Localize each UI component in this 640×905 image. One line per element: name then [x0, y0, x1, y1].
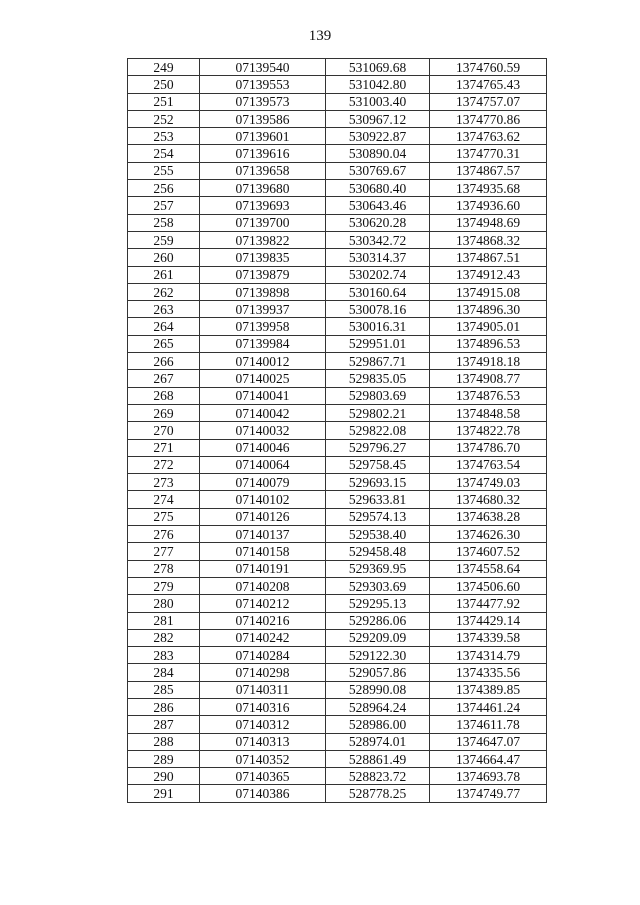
code-cell: 07139937 — [200, 301, 326, 318]
x-coordinate-cell: 529369.95 — [326, 560, 430, 577]
x-coordinate-cell: 529458.48 — [326, 543, 430, 560]
table-row — [128, 526, 547, 543]
point-number-cell: 261 — [128, 266, 200, 283]
table-row — [128, 76, 547, 93]
x-coordinate-cell: 528990.08 — [326, 681, 430, 698]
x-coordinate-cell: 529303.69 — [326, 577, 430, 594]
x-coordinate-cell: 530922.87 — [326, 128, 430, 145]
code-cell: 07140137 — [200, 526, 326, 543]
x-coordinate-cell: 530769.67 — [326, 162, 430, 179]
table-row — [128, 439, 547, 456]
point-number-cell: 270 — [128, 422, 200, 439]
x-coordinate-cell: 530680.40 — [326, 180, 430, 197]
code-cell: 07140079 — [200, 474, 326, 491]
x-coordinate-cell: 528861.49 — [326, 750, 430, 767]
table-row — [128, 301, 547, 318]
point-number-cell: 283 — [128, 647, 200, 664]
y-coordinate-cell: 1374607.52 — [430, 543, 547, 560]
table-row — [128, 698, 547, 715]
y-coordinate-cell: 1374611.78 — [430, 716, 547, 733]
y-coordinate-cell: 1374786.70 — [430, 439, 547, 456]
point-number-cell: 273 — [128, 474, 200, 491]
code-cell: 07139700 — [200, 214, 326, 231]
point-number-cell: 289 — [128, 750, 200, 767]
table-row — [128, 128, 547, 145]
y-coordinate-cell: 1374760.59 — [430, 59, 547, 76]
table-row — [128, 543, 547, 560]
table-row — [128, 318, 547, 335]
table-row — [128, 404, 547, 421]
y-coordinate-cell: 1374647.07 — [430, 733, 547, 750]
point-number-cell: 275 — [128, 508, 200, 525]
code-cell: 07140041 — [200, 387, 326, 404]
code-cell: 07140216 — [200, 612, 326, 629]
x-coordinate-cell: 529538.40 — [326, 526, 430, 543]
x-coordinate-cell: 529574.13 — [326, 508, 430, 525]
y-coordinate-cell: 1374763.54 — [430, 456, 547, 473]
table-row — [128, 577, 547, 594]
x-coordinate-cell: 530078.16 — [326, 301, 430, 318]
x-coordinate-cell: 528964.24 — [326, 698, 430, 715]
y-coordinate-cell: 1374918.18 — [430, 353, 547, 370]
point-number-cell: 254 — [128, 145, 200, 162]
x-coordinate-cell: 530890.04 — [326, 145, 430, 162]
x-coordinate-cell: 531042.80 — [326, 76, 430, 93]
x-coordinate-cell: 529693.15 — [326, 474, 430, 491]
point-number-cell: 279 — [128, 577, 200, 594]
table-row — [128, 681, 547, 698]
code-cell: 07140032 — [200, 422, 326, 439]
point-number-cell: 281 — [128, 612, 200, 629]
point-number-cell: 262 — [128, 283, 200, 300]
x-coordinate-cell: 530342.72 — [326, 231, 430, 248]
code-cell: 07140352 — [200, 750, 326, 767]
y-coordinate-cell: 1374664.47 — [430, 750, 547, 767]
point-number-cell: 269 — [128, 404, 200, 421]
x-coordinate-cell: 529758.45 — [326, 456, 430, 473]
y-coordinate-cell: 1374757.07 — [430, 93, 547, 110]
point-number-cell: 249 — [128, 59, 200, 76]
y-coordinate-cell: 1374749.77 — [430, 785, 547, 802]
y-coordinate-cell: 1374389.85 — [430, 681, 547, 698]
x-coordinate-cell: 529209.09 — [326, 629, 430, 646]
code-cell: 07140298 — [200, 664, 326, 681]
code-cell: 07140012 — [200, 353, 326, 370]
table-row — [128, 162, 547, 179]
x-coordinate-cell: 528823.72 — [326, 768, 430, 785]
point-number-cell: 251 — [128, 93, 200, 110]
point-number-cell: 259 — [128, 231, 200, 248]
coordinates-table — [127, 58, 547, 803]
code-cell: 07140025 — [200, 370, 326, 387]
table-row — [128, 422, 547, 439]
point-number-cell: 260 — [128, 249, 200, 266]
table-row — [128, 716, 547, 733]
point-number-cell: 263 — [128, 301, 200, 318]
point-number-cell: 267 — [128, 370, 200, 387]
x-coordinate-cell: 528778.25 — [326, 785, 430, 802]
code-cell: 07140208 — [200, 577, 326, 594]
table-row — [128, 491, 547, 508]
point-number-cell: 257 — [128, 197, 200, 214]
y-coordinate-cell: 1374948.69 — [430, 214, 547, 231]
table-row — [128, 750, 547, 767]
code-cell: 07139540 — [200, 59, 326, 76]
y-coordinate-cell: 1374638.28 — [430, 508, 547, 525]
y-coordinate-cell: 1374912.43 — [430, 266, 547, 283]
y-coordinate-cell: 1374506.60 — [430, 577, 547, 594]
code-cell: 07140242 — [200, 629, 326, 646]
y-coordinate-cell: 1374935.68 — [430, 180, 547, 197]
code-cell: 07140365 — [200, 768, 326, 785]
point-number-cell: 285 — [128, 681, 200, 698]
table-row — [128, 93, 547, 110]
code-cell: 07139879 — [200, 266, 326, 283]
x-coordinate-cell: 529951.01 — [326, 335, 430, 352]
x-coordinate-cell: 530016.31 — [326, 318, 430, 335]
y-coordinate-cell: 1374339.58 — [430, 629, 547, 646]
table-row — [128, 231, 547, 248]
code-cell: 07140316 — [200, 698, 326, 715]
table-row — [128, 647, 547, 664]
code-cell: 07139601 — [200, 128, 326, 145]
x-coordinate-cell: 528986.00 — [326, 716, 430, 733]
x-coordinate-cell: 531003.40 — [326, 93, 430, 110]
code-cell: 07140311 — [200, 681, 326, 698]
y-coordinate-cell: 1374749.03 — [430, 474, 547, 491]
table-row — [128, 664, 547, 681]
table-row — [128, 595, 547, 612]
y-coordinate-cell: 1374335.56 — [430, 664, 547, 681]
code-cell: 07139573 — [200, 93, 326, 110]
x-coordinate-cell: 530160.64 — [326, 283, 430, 300]
x-coordinate-cell: 529802.21 — [326, 404, 430, 421]
y-coordinate-cell: 1374763.62 — [430, 128, 547, 145]
table-row — [128, 474, 547, 491]
x-coordinate-cell: 529803.69 — [326, 387, 430, 404]
code-cell: 07140102 — [200, 491, 326, 508]
y-coordinate-cell: 1374868.32 — [430, 231, 547, 248]
x-coordinate-cell: 529295.13 — [326, 595, 430, 612]
code-cell: 07140064 — [200, 456, 326, 473]
point-number-cell: 284 — [128, 664, 200, 681]
y-coordinate-cell: 1374626.30 — [430, 526, 547, 543]
point-number-cell: 266 — [128, 353, 200, 370]
table-row — [128, 733, 547, 750]
x-coordinate-cell: 529796.27 — [326, 439, 430, 456]
y-coordinate-cell: 1374896.30 — [430, 301, 547, 318]
point-number-cell: 264 — [128, 318, 200, 335]
x-coordinate-cell: 529633.81 — [326, 491, 430, 508]
point-number-cell: 250 — [128, 76, 200, 93]
table-row — [128, 249, 547, 266]
x-coordinate-cell: 529867.71 — [326, 353, 430, 370]
point-number-cell: 252 — [128, 110, 200, 127]
code-cell: 07140191 — [200, 560, 326, 577]
code-cell: 07140386 — [200, 785, 326, 802]
x-coordinate-cell: 531069.68 — [326, 59, 430, 76]
point-number-cell: 282 — [128, 629, 200, 646]
table-row — [128, 59, 547, 76]
x-coordinate-cell: 529122.30 — [326, 647, 430, 664]
y-coordinate-cell: 1374822.78 — [430, 422, 547, 439]
table-row — [128, 180, 547, 197]
point-number-cell: 256 — [128, 180, 200, 197]
table-row — [128, 768, 547, 785]
point-number-cell: 286 — [128, 698, 200, 715]
point-number-cell: 287 — [128, 716, 200, 733]
y-coordinate-cell: 1374558.64 — [430, 560, 547, 577]
table-row — [128, 387, 547, 404]
code-cell: 07139616 — [200, 145, 326, 162]
y-coordinate-cell: 1374314.79 — [430, 647, 547, 664]
table-row — [128, 197, 547, 214]
page-number: 139 — [308, 28, 332, 44]
point-number-cell: 274 — [128, 491, 200, 508]
table-row — [128, 214, 547, 231]
code-cell: 07140312 — [200, 716, 326, 733]
point-number-cell: 280 — [128, 595, 200, 612]
y-coordinate-cell: 1374867.57 — [430, 162, 547, 179]
y-coordinate-cell: 1374680.32 — [430, 491, 547, 508]
point-number-cell: 258 — [128, 214, 200, 231]
y-coordinate-cell: 1374477.92 — [430, 595, 547, 612]
code-cell: 07140158 — [200, 543, 326, 560]
table-row — [128, 612, 547, 629]
point-number-cell: 288 — [128, 733, 200, 750]
code-cell: 07139693 — [200, 197, 326, 214]
x-coordinate-cell: 530620.28 — [326, 214, 430, 231]
y-coordinate-cell: 1374765.43 — [430, 76, 547, 93]
code-cell: 07140284 — [200, 647, 326, 664]
code-cell: 07140042 — [200, 404, 326, 421]
table-row — [128, 785, 547, 802]
table-row — [128, 266, 547, 283]
code-cell: 07139822 — [200, 231, 326, 248]
point-number-cell: 268 — [128, 387, 200, 404]
x-coordinate-cell: 529835.05 — [326, 370, 430, 387]
code-cell: 07139658 — [200, 162, 326, 179]
x-coordinate-cell: 530643.46 — [326, 197, 430, 214]
point-number-cell: 255 — [128, 162, 200, 179]
code-cell: 07139958 — [200, 318, 326, 335]
x-coordinate-cell: 529286.06 — [326, 612, 430, 629]
y-coordinate-cell: 1374908.77 — [430, 370, 547, 387]
y-coordinate-cell: 1374770.31 — [430, 145, 547, 162]
table-row — [128, 508, 547, 525]
point-number-cell: 290 — [128, 768, 200, 785]
table-row — [128, 335, 547, 352]
x-coordinate-cell: 528974.01 — [326, 733, 430, 750]
x-coordinate-cell: 530202.74 — [326, 266, 430, 283]
point-number-cell: 276 — [128, 526, 200, 543]
table-row — [128, 560, 547, 577]
code-cell: 07140126 — [200, 508, 326, 525]
code-cell: 07140313 — [200, 733, 326, 750]
code-cell: 07139898 — [200, 283, 326, 300]
table-row — [128, 370, 547, 387]
point-number-cell: 278 — [128, 560, 200, 577]
table-row — [128, 629, 547, 646]
y-coordinate-cell: 1374896.53 — [430, 335, 547, 352]
code-cell: 07139835 — [200, 249, 326, 266]
y-coordinate-cell: 1374848.58 — [430, 404, 547, 421]
y-coordinate-cell: 1374936.60 — [430, 197, 547, 214]
point-number-cell: 253 — [128, 128, 200, 145]
point-number-cell: 265 — [128, 335, 200, 352]
code-cell: 07139984 — [200, 335, 326, 352]
table-body — [128, 59, 547, 803]
y-coordinate-cell: 1374867.51 — [430, 249, 547, 266]
x-coordinate-cell: 530967.12 — [326, 110, 430, 127]
code-cell: 07140212 — [200, 595, 326, 612]
code-cell: 07140046 — [200, 439, 326, 456]
y-coordinate-cell: 1374905.01 — [430, 318, 547, 335]
point-number-cell: 277 — [128, 543, 200, 560]
code-cell: 07139586 — [200, 110, 326, 127]
y-coordinate-cell: 1374770.86 — [430, 110, 547, 127]
y-coordinate-cell: 1374429.14 — [430, 612, 547, 629]
code-cell: 07139680 — [200, 180, 326, 197]
x-coordinate-cell: 529822.08 — [326, 422, 430, 439]
table-row — [128, 110, 547, 127]
point-number-cell: 272 — [128, 456, 200, 473]
point-number-cell: 271 — [128, 439, 200, 456]
point-number-cell: 291 — [128, 785, 200, 802]
table-row — [128, 283, 547, 300]
table-row — [128, 456, 547, 473]
x-coordinate-cell: 529057.86 — [326, 664, 430, 681]
table-row — [128, 145, 547, 162]
y-coordinate-cell: 1374915.08 — [430, 283, 547, 300]
x-coordinate-cell: 530314.37 — [326, 249, 430, 266]
y-coordinate-cell: 1374461.24 — [430, 698, 547, 715]
y-coordinate-cell: 1374693.78 — [430, 768, 547, 785]
code-cell: 07139553 — [200, 76, 326, 93]
y-coordinate-cell: 1374876.53 — [430, 387, 547, 404]
table-row — [128, 353, 547, 370]
